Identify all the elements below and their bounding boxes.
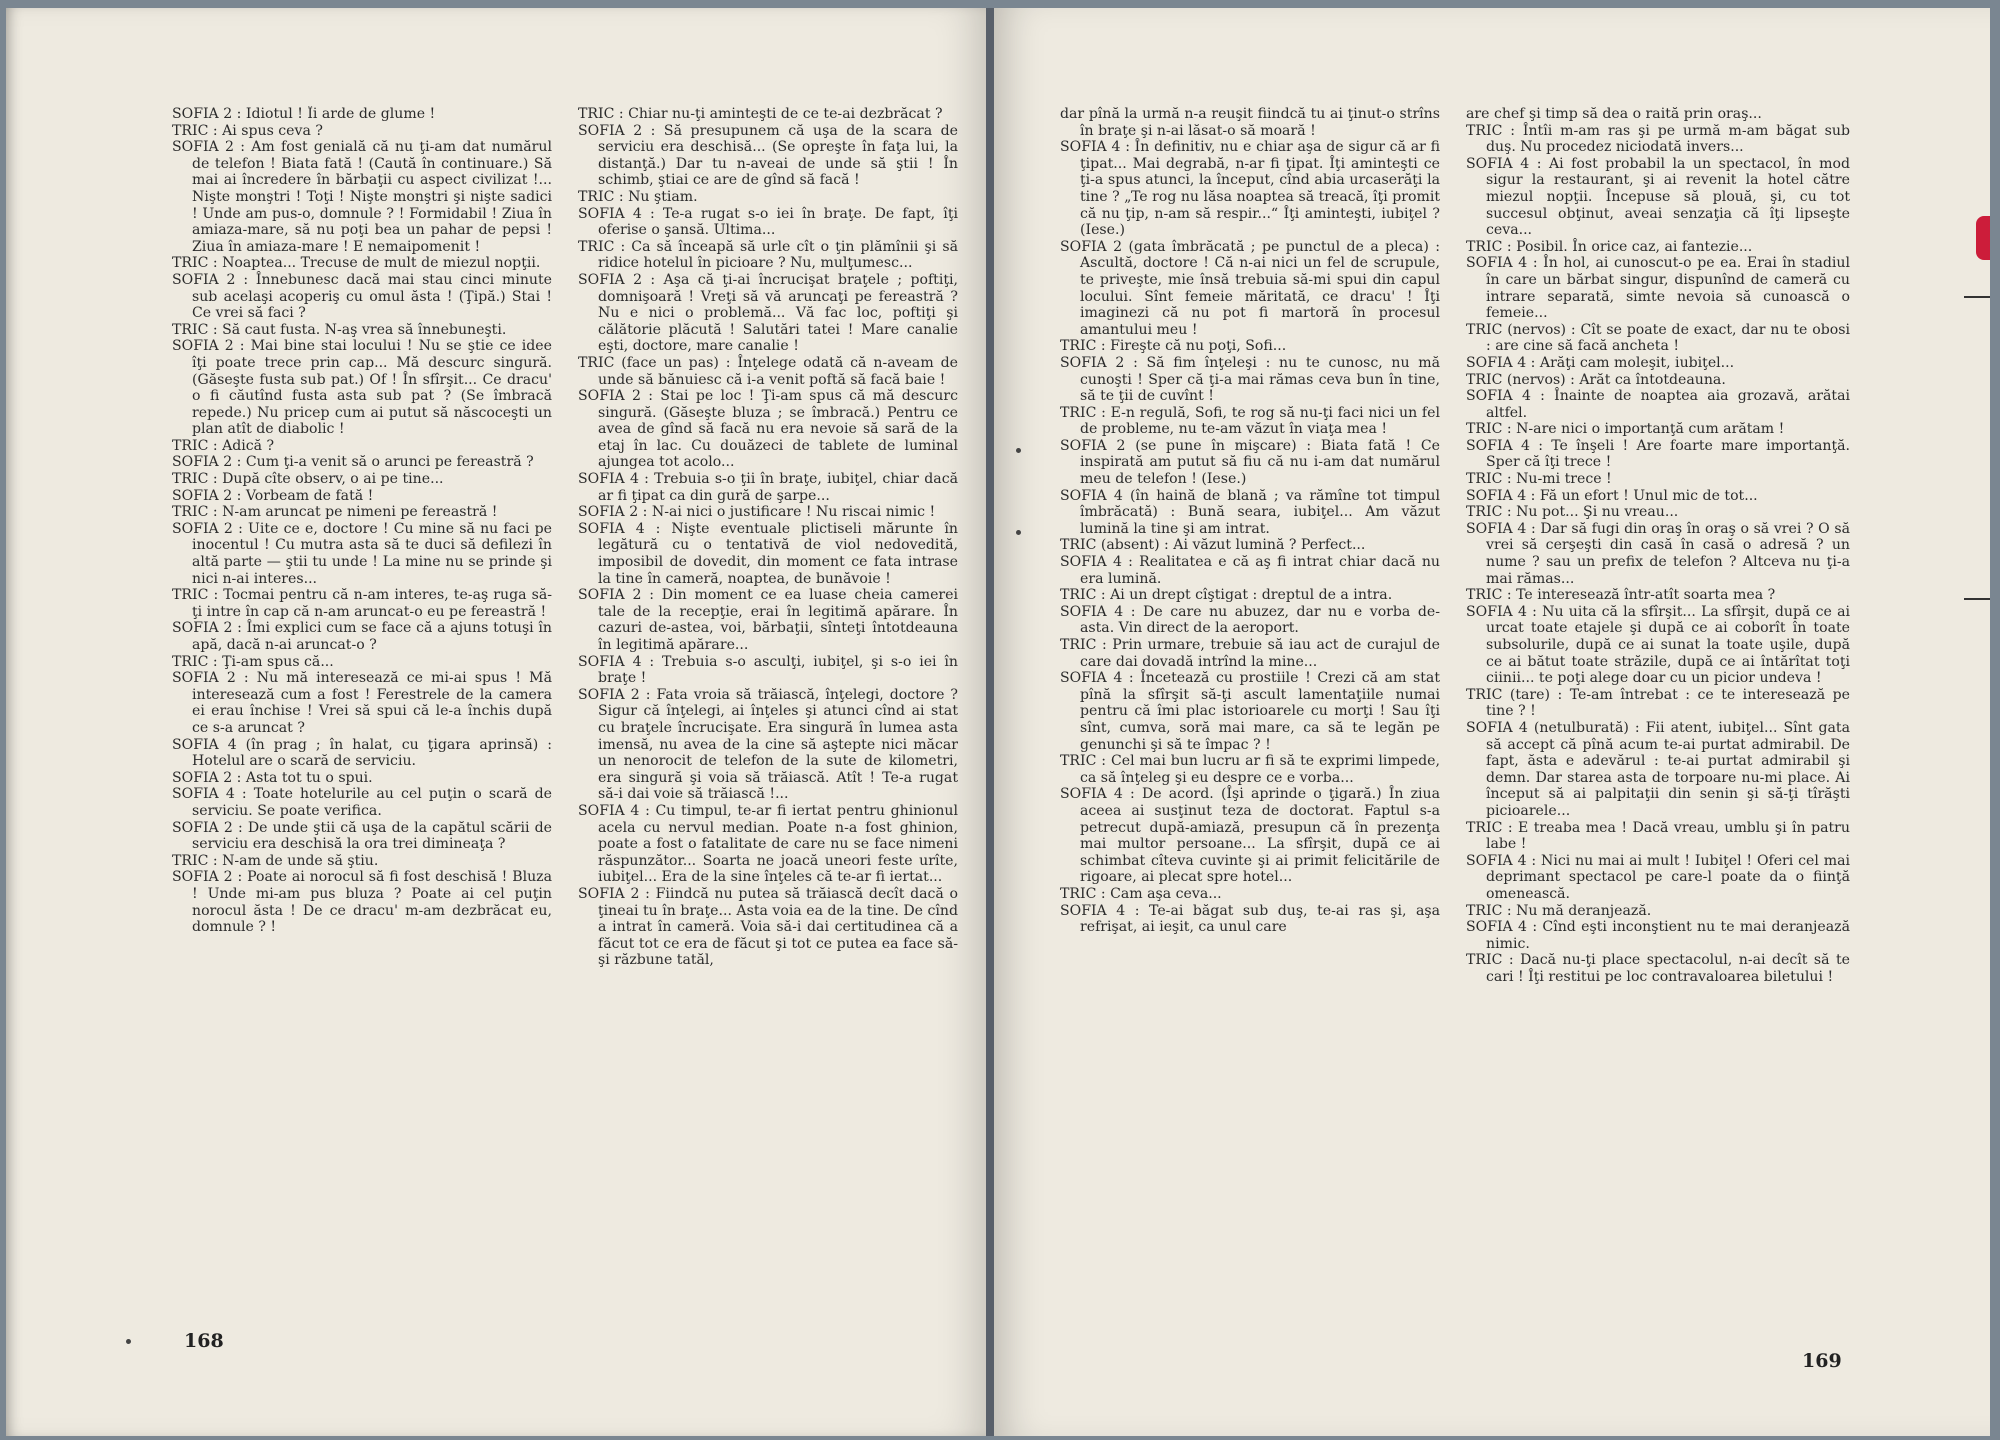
dialogue-line: SOFIA 2 : Am fost genială că nu ţi-am dat numărul de telefon ! Biata fată ! (Caută în continuare.) Să mai ai încredere în bărbaţii cu aspect civilizat !... Nişte monştri ! Toţi ! Nişte monştri şi nişte sadici ! Unde am pus-o, domnule ? ! Formidabil ! Ziua în amiaza-mare, să nu poţi bea un pahar de pepsi ! Ziua în amiaza-mare ! E nemaipomenit ! <box>172 139 552 255</box>
dialogue-line: SOFIA 4 : Realitatea e că aş fi intrat chiar dacă nu era lumină. <box>1060 554 1440 587</box>
dialogue-line: SOFIA 4 : Te înşeli ! Are foarte mare importanţă. Sper că îţi trece ! <box>1466 437 1850 471</box>
dialogue-line: TRIC : N-am de unde să ştiu. <box>172 852 379 869</box>
dialogue-line: SOFIA 2 (se pune în mişcare) : Biata fată ! Ce inspirată am putut să fiu că nu i-am dat numărul meu de telefon ! (Iese.) <box>1060 437 1440 488</box>
dialogue-line: TRIC : Întîi m-am ras şi pe urmă m-am băgat sub duş. Nu procedez niciodată invers... <box>1466 122 1850 156</box>
dialogue-line: SOFIA 4 : Trebuia s-o ţii în braţe, iubiţel, chiar dacă ar fi ţipat ca din gură de şarpe... <box>578 471 958 504</box>
dialogue-line: SOFIA 4 : Dar să fugi din oraş în oraş o să vrei ? O să vrei să cerşeşti din casă în casă o adresă ? un nume ? sau un prefix de telefon ? Altceva nu ţi-a mai rămas... <box>1466 520 1850 587</box>
dialogue-line: TRIC (face un pas) : Înţelege odată că n-aveam de unde să bănuiesc că i-a venit poftă să facă baie ! <box>578 354 958 388</box>
dialogue-line: TRIC : N-are nici o importanţă cum arătam ! <box>1466 421 1785 438</box>
dialogue-line: SOFIA 4 : Te-ai băgat sub duş, te-ai ras şi, aşa refrişat, ai ieşit, ca unul care <box>1060 902 1440 936</box>
dialogue-line: SOFIA 2 : Îmi explici cum se face că a ajuns totuşi în apă, dacă n-ai aruncat-o ? <box>172 620 552 653</box>
dialogue-line: TRIC : Noaptea... Trecuse de mult de miezul nopţii. <box>172 255 541 272</box>
dialogue-line: TRIC (absent) : Ai văzut lumină ? Perfect... <box>1060 537 1366 554</box>
dialogue-line: TRIC : Nu pot... Şi nu vreau... <box>1466 504 1679 521</box>
dialogue-line: SOFIA 2 : Asta tot tu o spui. <box>172 769 373 786</box>
dialogue-line: TRIC : Dacă nu-ţi place spectacolul, n-ai decît să te cari ! Îţi restitui pe loc contravaloarea biletului ! <box>1466 952 1850 985</box>
dialogue-line: SOFIA 4 : Arăţi cam moleşit, iubiţel... <box>1466 354 1735 371</box>
dialogue-line: TRIC : Nu ştiam. <box>578 188 698 205</box>
margin-bullet <box>1016 448 1021 453</box>
dialogue-line: are chef şi timp să dea o raită prin oraş... <box>1466 106 1762 122</box>
dialogue-line: TRIC : Cel mai bun lucru ar fi să te exprimi limpede, ca să înţeleg şi eu despre ce e vorba... <box>1060 753 1440 786</box>
dialogue-line: TRIC : Adică ? <box>172 437 275 454</box>
book-gutter <box>986 8 994 1436</box>
dialogue-line: TRIC : Ca să înceapă să urle cît o ţin plămînii şi să ridice hotelul în picioare ? Nu, mulţumesc... <box>578 238 958 272</box>
dialogue-line: dar pînă la urmă n-a reuşit fiindcă tu ai ţinut-o strîns în braţe şi n-ai lăsat-o să moară ! <box>1060 106 1440 139</box>
page-edge-mark <box>1964 296 1990 298</box>
dialogue-line: TRIC (tare) : Te-am întrebat : ce te interesează pe tine ? ! <box>1466 686 1850 720</box>
dialogue-line: SOFIA 4 : Nişte eventuale plictiseli mărunte în legătură cu o tentativă de viol nedovedită, imposibil de dovedit, din moment ce fata intrase la tine în cameră, noaptea, de bunăvoie ! <box>578 520 958 587</box>
dialogue-line: TRIC : Prin urmare, trebuie să iau act de curajul de care dai dovadă intrînd la mine... <box>1060 637 1440 670</box>
dialogue-line: TRIC : Cam aşa ceva... <box>1060 885 1222 902</box>
dialogue-line: SOFIA 4 : De care nu abuzez, dar nu e vorba de-asta. Vin direct de la aeroport. <box>1060 603 1440 637</box>
dialogue-line: SOFIA 2 : Din moment ce ea luase cheia camerei tale de la recepţie, erai în legitimă apărare. În cazuri de-astea, voi, bărbaţii, sînteţi întotdeauna în legitimă apărare... <box>578 587 958 653</box>
right-page-column-2 <box>1466 106 1850 1326</box>
dialogue-line: TRIC : Să caut fusta. N-aş vrea să înnebuneşti. <box>172 321 507 338</box>
dialogue-line: SOFIA 4 : Ai fost probabil la un spectacol, în mod sigur la restaurant, şi ai revenit la hotel către miezul nopţii. Începuse să plouă, şi, cu tot succesul obţinut, aveai senzaţia că îţi lipseşte ceva... <box>1466 155 1850 239</box>
dialogue-line: SOFIA 2 : Înnebunesc dacă mai stau cinci minute sub acelaşi acoperiş cu omul ăsta ! (Ţipă.) Stai ! Ce vrei să faci ? <box>172 271 552 322</box>
dialogue-line: SOFIA 4 : În definitiv, nu e chiar aşa de sigur că ar fi ţipat... Mai degrabă, n-ar fi ţipat. Îţi aminteşti ce ţi-a spus atunci, la început, cînd abia urcaserăţi la tine ? „Te rog nu lăsa noaptea să treacă, îţi promit că nu ţip, n-am să respir...“ Îţi aminteşti, iubiţel ? (Iese.) <box>1060 139 1440 239</box>
dialogue-line: SOFIA 2 : Fiindcă nu putea să trăiască decît dacă o ţineai tu în braţe... Asta voia ea de la tine. De cînd a intrat în cameră. Voia să-i dai certitudinea că a făcut tot ce era de făcut şi tot ce putea ea face să-şi răzbune tatăl, <box>578 885 958 969</box>
margin-bullet <box>1016 530 1021 535</box>
dialogue-line: SOFIA 4 : Cînd eşti inconştient nu te mai deranjează nimic. <box>1466 919 1850 952</box>
dialogue-line: SOFIA 2 : Aşa că ţi-ai încrucişat braţele ; poftiţi, domnişoară ! Vreţi să vă aruncaţi pe fereastră ? Nu e nici o problemă... Vă fac loc, poftiţi şi călătorie plăcută ! Salutări tatei ! Mare canalie eşti, doctore, mare canalie ! <box>578 271 958 355</box>
page-marker-tab <box>1976 216 1990 260</box>
dialogue-line: TRIC : Fireşte că nu poţi, Sofi... <box>1060 338 1287 355</box>
dialogue-line: SOFIA 2 : Cum ţi-a venit să o arunci pe fereastră ? <box>172 454 534 471</box>
dialogue-line: TRIC : Te interesează într-atît soarta mea ? <box>1466 587 1776 604</box>
dialogue-line: TRIC (nervos) : Cît se poate de exact, dar nu te obosi : are cine să facă ancheta ! <box>1466 321 1850 355</box>
dialogue-line: TRIC : E treaba mea ! Dacă vreau, umblu şi în patru labe ! <box>1466 819 1850 853</box>
dialogue-line: SOFIA 2 : Stai pe loc ! Ţi-am spus că mă descurc singură. (Găseşte bluza ; se îmbracă.) Pentru ce avea de gînd să facă nu era nevoie să sară de la etaj în lac. Cu douăzeci de tablete de luminal ajungea tot acolo... <box>578 388 958 471</box>
dialogue-line: TRIC : Ai spus ceva ? <box>172 122 323 139</box>
dialogue-line: SOFIA 4 : De acord. (Îşi aprinde o ţigară.) În ziua aceea ai susţinut teza de doctorat. Faptul s-a petrecut după-amiază, presupun că în prezenţa mai multor persoane... La sfîrşit, după ce ai schimbat cîteva cuvinte şi ai primit felicitările de rigoare, ai plecat spre hotel... <box>1060 786 1440 886</box>
dialogue-line: TRIC : După cîte observ, o ai pe tine... <box>172 471 444 488</box>
dialogue-line: TRIC : Nu-mi trece ! <box>1466 471 1612 488</box>
page-edge-mark <box>1964 598 1990 600</box>
dialogue-line: SOFIA 4 : Încetează cu prostiile ! Crezi că am stat pînă la sfîrşit să-ţi ascult lamentaţiile numai pentru că îmi plac istorioarele cu morţi ! Sau îţi sînt, cumva, soră mai mare, ca să te legăn pe genunchi şi să te împac ? ! <box>1060 670 1440 753</box>
margin-bullet <box>126 1339 131 1344</box>
dialogue-line: SOFIA 4 : Fă un efort ! Unul mic de tot... <box>1466 487 1758 504</box>
dialogue-line: SOFIA 4 : În hol, ai cunoscut-o pe ea. Erai în stadiul în care un bărbat singur, dispunînd de cameră cu intrare separată, simte nevoia să cunoască o femeie... <box>1466 255 1850 322</box>
left-page <box>6 8 986 1436</box>
dialogue-line: SOFIA 4 : Nu uita că la sfîrşit... La sfîrşit, după ce ai urcat toate etajele şi după ce ai coborît în toate subsolurile, după ce ai sunat la toate uşile, după ce ai bătut toate străzile, după ce ai întărîtat toţi ciinii... te poţi alege doar cu un picior undeva ! <box>1466 603 1850 687</box>
dialogue-line: SOFIA 2 : Uite ce e, doctore ! Cu mine să nu faci pe inocentul ! Cu mutra asta să te duci să defilezi în altă parte — ştii tu unde ! La mine nu se prinde şi nici n-ai interes... <box>172 520 552 587</box>
dialogue-line: TRIC : N-am aruncat pe nimeni pe fereastră ! <box>172 504 498 521</box>
left-page-column-2 <box>578 106 958 1326</box>
left-page-number: 168 <box>184 1330 224 1352</box>
dialogue-line: TRIC (nervos) : Arăt ca întotdeauna. <box>1466 371 1726 388</box>
right-page-column-1 <box>1060 106 1440 1326</box>
dialogue-line: SOFIA 4 : Cu timpul, te-ar fi iertat pentru ghinionul acela cu nervul median. Poate n-a fost ghinion, poate a fost o fatalitate de care nu se face nimeni răspunzător... Soarta ne joacă uneori feste urîte, iubiţel... Era de la sine înţeles că te-ar fi iertat... <box>578 802 958 886</box>
dialogue-line: TRIC : Ţi-am spus că... <box>172 653 334 670</box>
dialogue-line: SOFIA 2 : Mai bine stai locului ! Nu se ştie ce idee îţi poate trece prin cap... Mă descurc singură. (Găseşte fusta sub pat.) Of ! În sfîrşit... Ce dracu' o fi căutînd fusta asta sub pat ? (Se îmbracă repede.) Nu pricep cum ai putut să născoceşti un plan atît de diabolic ! <box>172 338 552 438</box>
dialogue-line: SOFIA 2 : Idiotul ! Îi arde de glume ! <box>172 106 436 122</box>
dialogue-line: SOFIA 2 : Să fim înţeleşi : nu te cunosc, nu mă cunoşti ! Sper că ţi-a mai rămas ceva bun în tine, să te ţii de cuvînt ! <box>1060 354 1440 405</box>
dialogue-line: TRIC : Ai un drept cîştigat : dreptul de a intra. <box>1060 587 1393 604</box>
dialogue-line: SOFIA 4 (în prag ; în halat, cu ţigara aprinsă) : Hotelul are o scară de serviciu. <box>172 736 552 770</box>
dialogue-line: TRIC : Chiar nu-ţi aminteşti de ce te-ai dezbrăcat ? <box>578 106 943 122</box>
dialogue-line: SOFIA 4 (în haină de blană ; va rămîne tot timpul îmbrăcată) : Bună seara, iubiţel... Am văzut lumină la tine şi am intrat. <box>1060 487 1440 537</box>
dialogue-line: SOFIA 2 (gata îmbrăcată ; pe punctul de a pleca) : Ascultă, doctore ! Că n-ai nici un fel de scrupule, te priveşte, mie însă trebuia să-mi spui din capul locului. Sînt femeie măritată, ce dracu' ! Îţi imaginezi că nu pot fi martoră în procesul amantului meu ! <box>1060 238 1440 338</box>
dialogue-line: SOFIA 2 : Vorbeam de fată ! <box>172 487 374 504</box>
right-page <box>994 8 1990 1436</box>
dialogue-line: SOFIA 4 : Înainte de noaptea aia grozavă, arătai altfel. <box>1466 388 1850 421</box>
dialogue-line: SOFIA 4 : Te-a rugat s-o iei în braţe. De fapt, îţi oferise o şansă. Ultima... <box>578 205 958 239</box>
dialogue-line: SOFIA 2 : N-ai nici o justificare ! Nu riscai nimic ! <box>578 504 936 521</box>
dialogue-line: SOFIA 4 : Nici nu mai ai mult ! Iubiţel ! Oferi cel mai deprimant spectacol pe care-l poate da o fiinţă omenească. <box>1466 852 1850 902</box>
dialogue-line: SOFIA 2 : Poate ai norocul să fi fost deschisă ! Bluza ! Unde mi-am pus bluza ? Poate ai cel puţin norocul ăsta ! De ce dracu' m-am dezbrăcat eu, domnule ? ! <box>172 869 552 936</box>
dialogue-line: TRIC : Nu mă deranjează. <box>1466 902 1652 919</box>
dialogue-line: TRIC : E-n regulă, Sofi, te rog să nu-ţi faci nici un fel de probleme, nu te-am văzut în viaţa mea ! <box>1060 404 1440 438</box>
dialogue-line: SOFIA 2 : De unde ştii că uşa de la capătul scării de serviciu era deschisă la ora trei dimineaţa ? <box>172 819 552 853</box>
dialogue-line: SOFIA 2 : Nu mă interesează ce mi-ai spus ! Mă interesează cum a fost ! Ferestrele de la camera ei erau închise ! Vrei să spui că le-a închis după ce s-a aruncat ? <box>172 670 552 736</box>
dialogue-line: SOFIA 2 : Să presupunem că uşa de la scara de serviciu era deschisă... (Se opreşte în faţa lui, la distanţă.) Dar tu n-aveai de unde să ştii ! În schimb, ştiai ce are de gînd să facă ! <box>578 122 958 189</box>
dialogue-line: SOFIA 4 : Trebuia s-o asculţi, iubiţel, şi s-o iei în braţe ! <box>578 653 958 687</box>
dialogue-line: TRIC : Posibil. În orice caz, ai fantezie... <box>1466 238 1753 255</box>
dialogue-line: TRIC : Tocmai pentru că n-am interes, te-aş ruga să-ţi intre în cap că n-am aruncat-o eu pe fereastră ! <box>172 587 552 620</box>
dialogue-line: SOFIA 4 : Toate hotelurile au cel puţin o scară de serviciu. Se poate verifica. <box>172 786 552 819</box>
left-page-column-1 <box>172 106 552 1326</box>
right-page-number: 169 <box>1802 1350 1842 1372</box>
dialogue-line: SOFIA 2 : Fata vroia să trăiască, înţelegi, doctore ? Sigur că înţelegi, ai înţeles şi atunci cînd ai stat cu braţele încrucişate. Era singură în lumea asta imensă, nu avea de la cine să aştepte nici măcar un nenorocit de telefon de la sute de kilometri, era singură şi voia să trăiască. Atît ! Te-a rugat să-i dai voie să trăiască !... <box>578 686 958 803</box>
dialogue-line: SOFIA 4 (netulburată) : Fii atent, iubiţel... Sînt gata să accept că pînă acum te-ai purtat admirabil. De fapt, ăsta e adevărul : te-ai purtat admirabil şi demn. Dar starea asta de torpoare nu-mi place. Ai început să ai palpitaţii din senin şi să-ţi tîrăşti picioarele... <box>1466 719 1850 819</box>
